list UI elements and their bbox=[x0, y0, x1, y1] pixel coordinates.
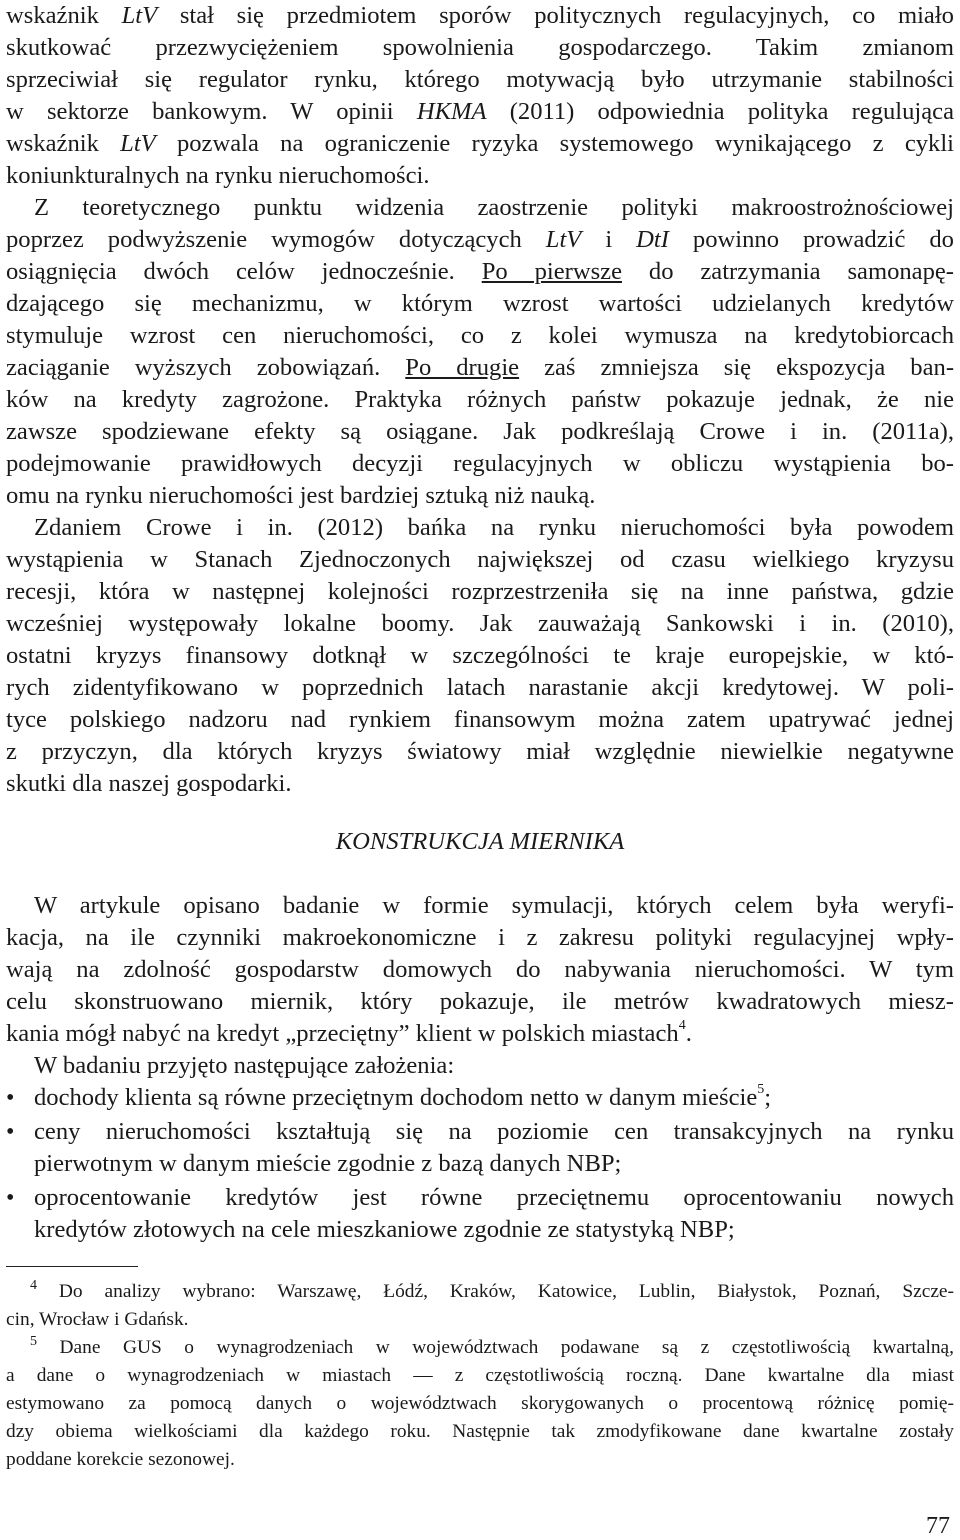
text-run: kania mógł nabyć na kredyt „przeciętny” klient w polskich miastach bbox=[6, 1020, 679, 1047]
paragraph-line bbox=[6, 640, 954, 672]
text-run: a dane o wynagrodzeniach w miastach — z częstotliwością roczną. Dane kwartalne dla miast bbox=[6, 1365, 954, 1386]
footnote-line bbox=[6, 1446, 954, 1474]
paragraph-line bbox=[34, 512, 954, 544]
text-run: LtV bbox=[120, 130, 156, 157]
text-run: Dane GUS o wynagrodzeniach w województwach podawane są z częstotliwością kwartalną, bbox=[37, 1337, 954, 1358]
text-run: skutki dla naszej gospodarki. bbox=[6, 770, 292, 797]
text-run: kredytów złotowych na cele mieszkaniowe zgodnie ze statystyką NBP; bbox=[34, 1216, 735, 1243]
paragraph-line bbox=[6, 448, 954, 480]
text-run: koniunkturalnych na rynku nieruchomości. bbox=[6, 162, 430, 189]
text-run: wystąpienia w Stanach Zjednoczonych największej od czasu wielkiego kryzysu bbox=[6, 546, 954, 573]
footnote-line bbox=[30, 1334, 954, 1362]
text-run: W artykule opisano badanie w formie symulacji, których celem była weryfi- bbox=[34, 892, 954, 919]
text-run: LtV bbox=[121, 2, 158, 29]
footnote-ref: 4 bbox=[678, 1018, 686, 1033]
text-run: ceny nieruchomości kształtują się na poziomie cen transakcyjnych na rynku bbox=[34, 1118, 954, 1145]
footnote-line bbox=[6, 1362, 954, 1390]
footnote-line bbox=[6, 1390, 954, 1418]
paragraph-line bbox=[6, 608, 954, 640]
paragraph-line bbox=[6, 384, 954, 416]
paragraph-line bbox=[6, 96, 954, 128]
paragraph-line bbox=[6, 160, 954, 192]
paragraph-line bbox=[6, 1018, 954, 1050]
text-run: Z teoretycznego punktu widzenia zaostrzenie polityki makroostrożnościowej bbox=[34, 194, 954, 221]
bullet-item-line bbox=[34, 1116, 954, 1148]
footnote-rule bbox=[6, 1266, 138, 1267]
text-run: oprocentowanie kredytów jest równe przeciętnemu oprocentowaniu nowych bbox=[34, 1184, 954, 1211]
paragraph-line bbox=[6, 576, 954, 608]
text-run: stał się przedmiotem sporów politycznych regulacyjnych, co miało bbox=[157, 2, 954, 29]
footnote-line bbox=[6, 1418, 954, 1446]
paragraph-line bbox=[6, 954, 954, 986]
bullet-item-line bbox=[34, 1214, 954, 1246]
paragraph-line bbox=[6, 736, 954, 768]
text-run: cin, Wrocław i Gdańsk. bbox=[6, 1309, 189, 1330]
text-run: dzającego się mechanizmu, w którym wzrost wartości udzielanych kredytów bbox=[6, 290, 954, 317]
paragraph-line bbox=[6, 320, 954, 352]
paragraph-line bbox=[6, 64, 954, 96]
paragraph-line bbox=[6, 256, 954, 288]
paragraph-line bbox=[6, 922, 954, 954]
text-run: Zdaniem Crowe i in. (2012) bańka na rynku nieruchomości była powodem bbox=[34, 514, 954, 541]
footnote-ref: 4 bbox=[30, 1278, 37, 1293]
paragraph-line bbox=[6, 544, 954, 576]
text-run: poprzez podwyższenie wymogów dotyczących bbox=[6, 226, 546, 253]
bullet-mark: • bbox=[6, 1185, 15, 1211]
text-run: wcześniej występowały lokalne boomy. Jak zauważają Sankowski i in. (2010), bbox=[6, 610, 954, 637]
text-run: sprzeciwiał się regulator rynku, którego motywacją było utrzymanie stabilności bbox=[6, 66, 954, 93]
text-run: podejmowanie prawidłowych decyzji regulacyjnych w obliczu wystąpienia bo- bbox=[6, 450, 954, 477]
text-run: z przyczyn, dla których kryzys światowy miał względnie niewielkie negatywne bbox=[6, 738, 954, 765]
paragraph-line bbox=[6, 32, 954, 64]
text-run: ; bbox=[764, 1084, 772, 1111]
text-run: DtI bbox=[636, 226, 669, 253]
text-run: LtV bbox=[545, 226, 582, 253]
text-run: rych zidentyfikowano w poprzednich latach narastanie akcji kredytowej. W poli- bbox=[6, 674, 954, 701]
section-heading: KONSTRUKCJA MIERNIKA bbox=[335, 828, 625, 855]
text-run: zawsze spodziewane efekty są osiągane. Jak podkreślają Crowe i in. (2011a), bbox=[6, 418, 954, 445]
text-run: kacja, na ile czynniki makroekonomiczne i z zakresu polityki regulacyjnej wpły- bbox=[6, 924, 954, 951]
text-run: HKMA bbox=[416, 98, 487, 125]
footnote-line bbox=[6, 1306, 954, 1334]
bullet-item-line bbox=[34, 1148, 954, 1180]
text-run: . bbox=[685, 1020, 692, 1047]
paragraph-line bbox=[6, 416, 954, 448]
paragraph-line bbox=[34, 890, 954, 922]
footnote-line bbox=[30, 1278, 954, 1306]
bullet-mark: • bbox=[6, 1085, 15, 1111]
bullet-item-line bbox=[34, 1182, 954, 1214]
text-run: pozwala na ograniczenie ryzyka systemowego wynikającego z cykli bbox=[155, 130, 954, 157]
text-run: wskaźnik bbox=[6, 130, 121, 157]
paragraph-line bbox=[6, 480, 954, 512]
text-run: osiągnięcia dwóch celów jednocześnie. bbox=[6, 258, 482, 285]
text-run: zaciąganie wyższych zobowiązań. bbox=[6, 354, 406, 381]
text-run: w sektorze bankowym. W opinii bbox=[6, 98, 417, 125]
paragraph-line bbox=[6, 224, 954, 256]
text-run: recesji, która w następnej kolejności rozprzestrzeniła się na inne państwa, gdzie bbox=[6, 578, 954, 605]
text-run: omu na rynku nieruchomości jest bardziej sztuką niż nauką. bbox=[6, 482, 596, 509]
paragraph-line bbox=[6, 986, 954, 1018]
text-run: Po pierwsze bbox=[481, 258, 622, 285]
paragraph-line bbox=[6, 288, 954, 320]
footnote-ref: 5 bbox=[757, 1082, 765, 1097]
text-run: estymowano za pomocą danych o województwach skorygowanych o procentową różnicę pomię- bbox=[6, 1393, 954, 1414]
bullet-item-line bbox=[34, 1082, 954, 1114]
text-run: do zatrzymania samonapę- bbox=[621, 258, 954, 285]
paragraph-line bbox=[6, 704, 954, 736]
text-run: skutkować przezwyciężeniem spowolnienia gospodarczego. Takim zmianom bbox=[6, 34, 954, 61]
text-run: dzy obiema wielkościami dla każdego roku. Następnie tak zmodyfikowane dane kwartalne zostały bbox=[6, 1421, 954, 1442]
text-run: wskaźnik bbox=[6, 2, 122, 29]
text-run: Do analizy wybrano: Warszawę, Łódź, Kraków, Katowice, Lublin, Białystok, Poznań, Szcze- bbox=[37, 1281, 954, 1302]
text-run: W badaniu przyjęto następujące założenia: bbox=[34, 1052, 455, 1079]
text-run: ków na kredyty zagrożone. Praktyka różnych państw pokazuje jednak, że nie bbox=[6, 386, 954, 413]
page-number: 77 bbox=[926, 1513, 950, 1539]
paragraph-line bbox=[6, 672, 954, 704]
paragraph-line bbox=[34, 192, 954, 224]
text-run: poddane korekcie sezonowej. bbox=[6, 1449, 235, 1470]
paragraph-line bbox=[6, 352, 954, 384]
paragraph-line bbox=[6, 768, 954, 800]
text-run: dochody klienta są równe przeciętnym dochodom netto w danym mieście bbox=[34, 1084, 758, 1111]
text-run: celu skonstruowano miernik, który pokazuje, ile metrów kwadratowych miesz- bbox=[6, 988, 954, 1015]
paragraph-line bbox=[6, 128, 954, 160]
text-run: Po drugie bbox=[405, 354, 520, 381]
paragraph-line bbox=[6, 0, 954, 32]
text-run: i bbox=[581, 226, 637, 253]
text-run: powinno prowadzić do bbox=[668, 226, 954, 253]
footnote-ref: 5 bbox=[30, 1334, 37, 1349]
text-run: (2011) odpowiednia polityka regulująca bbox=[486, 98, 954, 125]
bullet-mark: • bbox=[6, 1119, 15, 1145]
text-run: tyce polskiego nadzoru nad rynkiem finansowym można zatem upatrywać jednej bbox=[6, 706, 954, 733]
text-run: stymuluje wzrost cen nieruchomości, co z kolei wymusza na kredytobiorcach bbox=[6, 322, 954, 349]
paragraph-line bbox=[34, 1050, 954, 1082]
text-run: ostatni kryzys finansowy dotknął w szczególności te kraje europejskie, w któ- bbox=[6, 642, 954, 669]
text-run: zaś zmniejsza się ekspozycja ban- bbox=[519, 354, 955, 381]
text-run: wają na zdolność gospodarstw domowych do nabywania nieruchomości. W tym bbox=[6, 956, 954, 983]
text-run: pierwotnym w danym mieście zgodnie z bazą danych NBP; bbox=[34, 1150, 622, 1177]
